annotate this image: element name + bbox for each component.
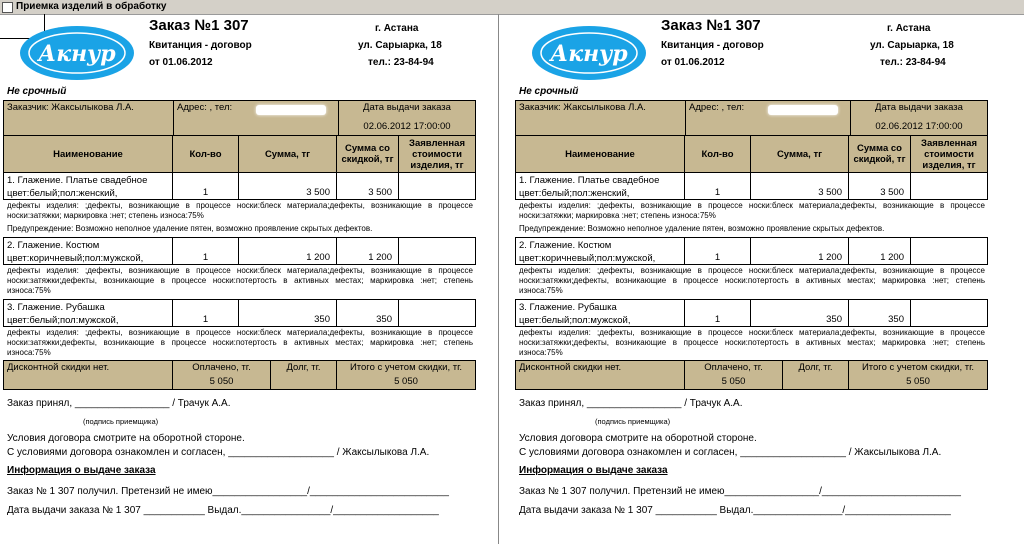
table-row xyxy=(515,237,988,265)
doc-date: от 01.06.2012 xyxy=(149,57,213,68)
col-declared: Заявленная стоимости изделия, тг xyxy=(910,135,988,173)
item-discounted-cell: 350 xyxy=(336,299,399,327)
customer-header xyxy=(515,100,988,136)
conditions-agreement: С условиями договора ознакомлен и согласен, ___________________ / Жаксылыкова Л.А. xyxy=(519,447,942,458)
item-defects: дефекты изделия: ;дефекты, возникающие в процессе носки:блеск материала;дефекты, возникающие в процессе носки:затяжки;дефекты, возникающие в процессе носки:потертость в активных местах; маркировка :нет; степень износа:75% xyxy=(7,266,473,295)
receipt-left xyxy=(3,14,479,544)
customer-header xyxy=(3,100,476,136)
redacted-phone xyxy=(768,105,838,115)
issued-line: Дата выдачи заказа № 1 307 ___________ Выдал.________________/___________________ xyxy=(7,505,439,516)
company-street: ул. Сарыарка, 18 xyxy=(870,40,954,51)
item-declared-cell xyxy=(910,299,988,327)
item-defects: дефекты изделия: ;дефекты, возникающие в процессе носки:блеск материала;дефекты, возникающие в процессе носки:затяжки; маркировка :нет; степень износа:75% xyxy=(7,201,473,220)
aknur-logo xyxy=(19,24,135,82)
item-name-cell: 1. Глажение. Платье свадебное цвет:белый;пол:женский, xyxy=(3,172,173,200)
svg-text:Акнур: Акнур xyxy=(38,41,116,67)
discount-card-cell: Дисконтной скидки нет. xyxy=(515,360,685,390)
issue-date-cell: Дата выдачи заказа 02.06.2012 17:00:00 xyxy=(338,100,476,136)
received-line: Заказ № 1 307 получил. Претензий не имею_________________/_________________________ xyxy=(519,486,961,497)
item-qty-cell: 1 xyxy=(684,299,751,327)
item-sum-cell: 3 500 xyxy=(238,172,337,200)
signature-note: (подпись приемщика) xyxy=(595,417,671,426)
accepted-by-line: Заказ принял, _________________ / Трачук А.А. xyxy=(7,398,231,409)
issued-line: Дата выдачи заказа № 1 307 ___________ Выдал.________________/___________________ xyxy=(519,505,951,516)
receipt-right xyxy=(515,14,991,544)
conditions-note: Условия договора смотрите на оборотной стороне. xyxy=(519,433,757,444)
item-name-cell: 2. Глажение. Костюм цвет:коричневый;пол:мужской, xyxy=(515,237,685,265)
col-discounted: Сумма со скидкой, тг xyxy=(336,135,399,173)
order-title: Заказ №1 307 xyxy=(149,17,249,34)
items-column-headers xyxy=(515,135,988,173)
company-street: ул. Сарыарка, 18 xyxy=(358,40,442,51)
item-declared-cell xyxy=(910,237,988,265)
item-defects: дефекты изделия: ;дефекты, возникающие в процессе носки:блеск материала;дефекты, возникающие в процессе носки:затяжки;дефекты, возникающие в процессе носки:потертость в активных местах; маркировка :нет; степень износа:75% xyxy=(519,328,985,357)
company-phone: тел.: 23-84-94 xyxy=(368,57,434,68)
col-name: Наименование xyxy=(515,135,685,173)
redacted-phone xyxy=(256,105,326,115)
totals-row xyxy=(3,360,476,390)
company-city: г. Астана xyxy=(887,23,931,34)
paid-cell: Оплачено, тг. 5 050 xyxy=(172,360,271,390)
item-defects: дефекты изделия: ;дефекты, возникающие в процессе носки:блеск материала;дефекты, возникающие в процессе носки:затяжки; маркировка :нет; степень износа:75% xyxy=(519,201,985,220)
item-declared-cell xyxy=(398,172,476,200)
urgency-label: Не срочный xyxy=(519,86,579,97)
item-declared-cell xyxy=(398,237,476,265)
col-sum: Сумма, тг xyxy=(238,135,337,173)
item-defects: дефекты изделия: ;дефекты, возникающие в процессе носки:блеск материала;дефекты, возникающие в процессе носки:затяжки;дефекты, возникающие в процессе носки:потертость в активных местах; маркировка :нет; степень износа:75% xyxy=(7,328,473,357)
item-discounted-cell: 350 xyxy=(848,299,911,327)
doc-type: Квитанция - договор xyxy=(149,40,252,51)
item-qty-cell: 1 xyxy=(172,237,239,265)
debt-cell: Долг, тг. xyxy=(782,360,849,390)
doc-type: Квитанция - договор xyxy=(661,40,764,51)
items-column-headers xyxy=(3,135,476,173)
col-declared: Заявленная стоимости изделия, тг xyxy=(398,135,476,173)
item-declared-cell xyxy=(910,172,988,200)
issue-info-heading: Информация о выдаче заказа xyxy=(7,465,156,476)
item-warning: Предупреждение: Возможно неполное удаление пятен, возможно проявление скрытых дефектов. xyxy=(519,224,885,233)
item-warning: Предупреждение: Возможно неполное удаление пятен, возможно проявление скрытых дефектов. xyxy=(7,224,373,233)
item-discounted-cell: 3 500 xyxy=(848,172,911,200)
customer-cell: Заказчик: Жаксылыкова Л.А. xyxy=(515,100,686,136)
window-title: Приемка изделий в обработку xyxy=(16,1,167,12)
company-city: г. Астана xyxy=(375,23,419,34)
conditions-agreement: С условиями договора ознакомлен и согласен, ___________________ / Жаксылыкова Л.А. xyxy=(7,447,430,458)
address-cell: Адрес: , тел: xyxy=(685,100,851,136)
item-qty-cell: 1 xyxy=(684,172,751,200)
item-sum-cell: 1 200 xyxy=(750,237,849,265)
table-row xyxy=(515,172,988,200)
customer-cell: Заказчик: Жаксылыкова Л.А. xyxy=(3,100,174,136)
order-title: Заказ №1 307 xyxy=(661,17,761,34)
address-cell: Адрес: , тел: xyxy=(173,100,339,136)
accepted-by-line: Заказ принял, _________________ / Трачук А.А. xyxy=(519,398,743,409)
item-qty-cell: 1 xyxy=(172,172,239,200)
item-qty-cell: 1 xyxy=(172,299,239,327)
total-cell: Итого с учетом скидки, тг. 5 050 xyxy=(848,360,988,390)
paid-cell: Оплачено, тг. 5 050 xyxy=(684,360,783,390)
item-discounted-cell: 1 200 xyxy=(336,237,399,265)
page-separator xyxy=(498,14,499,544)
item-discounted-cell: 3 500 xyxy=(336,172,399,200)
table-row xyxy=(3,237,476,265)
item-name-cell: 2. Глажение. Костюм цвет:коричневый;пол:мужской, xyxy=(3,237,173,265)
item-discounted-cell: 1 200 xyxy=(848,237,911,265)
item-sum-cell: 350 xyxy=(750,299,849,327)
doc-date: от 01.06.2012 xyxy=(661,57,725,68)
issue-date-cell: Дата выдачи заказа 02.06.2012 17:00:00 xyxy=(850,100,988,136)
item-defects: дефекты изделия: ;дефекты, возникающие в процессе носки:блеск материала;дефекты, возникающие в процессе носки:затяжки;дефекты, возникающие в процессе носки:потертость в активных местах; маркировка :нет; степень износа:75% xyxy=(519,266,985,295)
issue-info-heading: Информация о выдаче заказа xyxy=(519,465,668,476)
col-discounted: Сумма со скидкой, тг xyxy=(848,135,911,173)
item-qty-cell: 1 xyxy=(684,237,751,265)
item-name-cell: 1. Глажение. Платье свадебное цвет:белый;пол:женский, xyxy=(515,172,685,200)
company-phone: тел.: 23-84-94 xyxy=(880,57,946,68)
table-row xyxy=(515,299,988,327)
window-titlebar xyxy=(0,0,1024,15)
item-declared-cell xyxy=(398,299,476,327)
window-app-icon xyxy=(2,2,13,13)
col-sum: Сумма, тг xyxy=(750,135,849,173)
totals-row xyxy=(515,360,988,390)
col-name: Наименование xyxy=(3,135,173,173)
col-qty: Кол-во xyxy=(172,135,239,173)
conditions-note: Условия договора смотрите на оборотной стороне. xyxy=(7,433,245,444)
urgency-label: Не срочный xyxy=(7,86,67,97)
svg-text:Акнур: Акнур xyxy=(550,41,628,67)
discount-card-cell: Дисконтной скидки нет. xyxy=(3,360,173,390)
signature-note: (подпись приемщика) xyxy=(83,417,159,426)
item-sum-cell: 350 xyxy=(238,299,337,327)
table-row xyxy=(3,299,476,327)
item-name-cell: 3. Глажение. Рубашка цвет:белый;пол:мужской, xyxy=(515,299,685,327)
item-sum-cell: 1 200 xyxy=(238,237,337,265)
aknur-logo xyxy=(531,24,647,82)
received-line: Заказ № 1 307 получил. Претензий не имею_________________/_________________________ xyxy=(7,486,449,497)
item-name-cell: 3. Глажение. Рубашка цвет:белый;пол:мужской, xyxy=(3,299,173,327)
table-row xyxy=(3,172,476,200)
col-qty: Кол-во xyxy=(684,135,751,173)
debt-cell: Долг, тг. xyxy=(270,360,337,390)
item-sum-cell: 3 500 xyxy=(750,172,849,200)
total-cell: Итого с учетом скидки, тг. 5 050 xyxy=(336,360,476,390)
